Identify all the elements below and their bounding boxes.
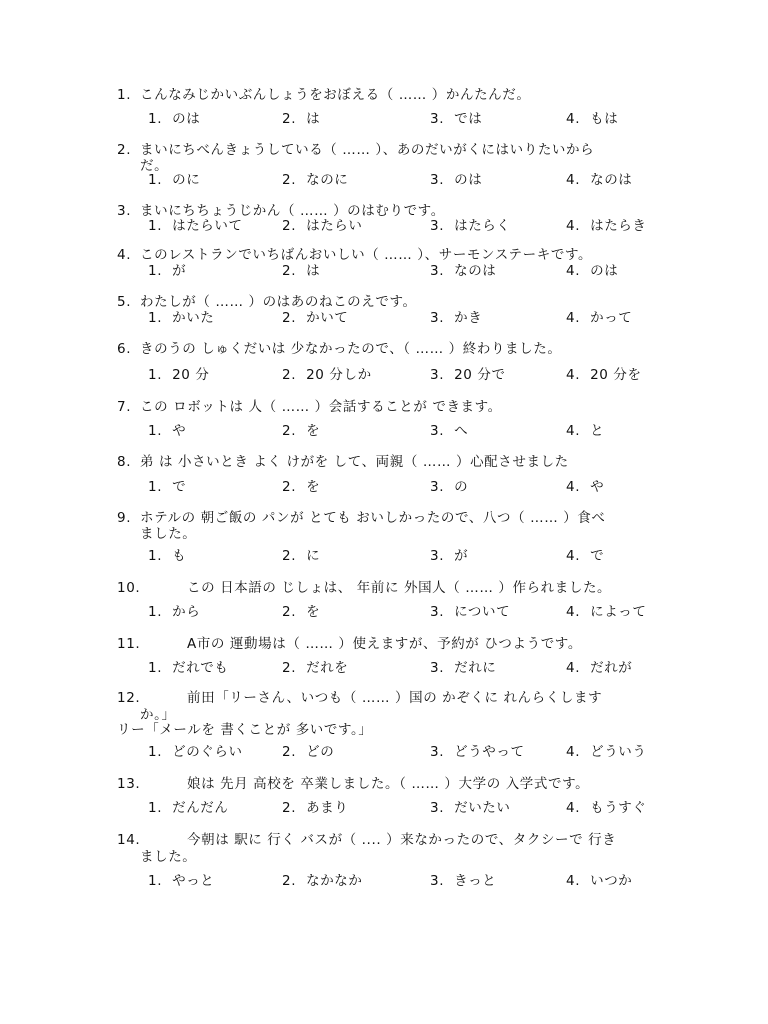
answer-option-3 <box>430 661 496 676</box>
question-text: 前田「リーさん、いつも（ …… ）国の かぞくに れんらくします <box>187 690 603 706</box>
answer-option-4 <box>566 605 647 620</box>
option-text: 20 分を <box>590 367 642 383</box>
question-number: 2. <box>117 142 132 158</box>
answer-option-1 <box>148 480 186 495</box>
answer-option-4 <box>566 424 604 439</box>
option-number: 3. <box>430 800 445 816</box>
answer-option-2 <box>282 173 348 188</box>
option-text: 20 分 <box>172 367 210 383</box>
question-text: A市の 運動場は（ …… ）使えますが、予約が ひつようです。 <box>187 636 582 652</box>
option-text: なのは <box>454 263 497 279</box>
answer-options <box>0 661 768 677</box>
answer-option-2 <box>282 264 320 279</box>
answer-options <box>0 368 768 384</box>
option-text: どの <box>306 744 335 760</box>
answer-option-2 <box>282 480 320 495</box>
option-number: 2. <box>282 548 297 564</box>
answer-option-4 <box>566 801 647 816</box>
answer-option-3 <box>430 173 482 188</box>
question-stem-line <box>117 342 561 357</box>
option-text: で <box>172 479 187 495</box>
question-stem-line <box>117 143 594 158</box>
answer-option-3 <box>430 112 482 127</box>
question-stem-line <box>117 88 530 103</box>
answer-option-2 <box>282 745 334 760</box>
answer-option-1 <box>148 264 186 279</box>
option-number: 3. <box>430 111 445 127</box>
option-number: 3. <box>430 744 445 760</box>
answer-options <box>0 549 768 565</box>
question-number: 7. <box>117 399 132 415</box>
answer-option-3 <box>430 745 525 760</box>
option-text: によって <box>590 604 647 620</box>
option-text: について <box>454 604 511 620</box>
question-number: 3. <box>117 203 132 219</box>
option-text: を <box>306 423 321 439</box>
answer-option-3 <box>430 605 510 620</box>
question-number: 1. <box>117 87 132 103</box>
answer-option-2 <box>282 311 348 326</box>
question-text: ホテルの 朝ご飯の パンが とても おいしかったので、八つ（ …… ）食べ <box>140 510 606 526</box>
option-text: が <box>172 263 187 279</box>
option-number: 2. <box>282 744 297 760</box>
answer-option-4 <box>566 112 618 127</box>
option-number: 1. <box>148 548 163 564</box>
option-number: 1. <box>148 310 163 326</box>
answer-options <box>0 480 768 496</box>
question-text: まいにちちょうじかん（ …… ）のはむりです。 <box>140 203 445 219</box>
answer-option-3 <box>430 801 511 816</box>
answer-options <box>0 112 768 128</box>
option-text: のに <box>172 172 201 188</box>
option-text: や <box>172 423 187 439</box>
answer-options <box>0 311 768 327</box>
question-text-continuation: か。」 <box>140 707 176 723</box>
answer-option-3 <box>430 219 511 234</box>
option-text: では <box>454 111 483 127</box>
question-number: 12. <box>117 690 141 706</box>
option-number: 3. <box>430 310 445 326</box>
option-number: 3. <box>430 367 445 383</box>
option-number: 4. <box>566 744 581 760</box>
option-text: あまり <box>306 800 349 816</box>
question-stem-line <box>117 581 611 596</box>
option-text: だれに <box>454 660 497 676</box>
answer-option-1 <box>148 549 186 564</box>
option-number: 1. <box>148 172 163 188</box>
option-number: 2. <box>282 479 297 495</box>
option-text: から <box>172 604 201 620</box>
question-number: 10. <box>117 580 141 596</box>
option-text: やっと <box>172 873 215 889</box>
answer-option-4 <box>566 311 632 326</box>
question-stem-line <box>117 833 616 848</box>
answer-option-2 <box>282 661 348 676</box>
option-number: 1. <box>148 263 163 279</box>
option-text: だれが <box>590 660 633 676</box>
question-text: このレストランでいちばんおいしい（ …… ）、サーモンステーキです。 <box>140 247 593 263</box>
option-number: 2. <box>282 310 297 326</box>
option-number: 3. <box>430 660 445 676</box>
option-number: 4. <box>566 367 581 383</box>
answer-option-2 <box>282 605 320 620</box>
question-text: 今朝は 駅に 行く バスが（ .... ）来なかったので、タクシーで 行き <box>187 832 617 848</box>
answer-options <box>0 173 768 189</box>
question-text: 弟 は 小さいとき よく けがを して、両親（ …… ）心配させました <box>140 454 569 470</box>
option-number: 3. <box>430 873 445 889</box>
answer-option-3 <box>430 874 496 889</box>
question-number: 14. <box>117 832 141 848</box>
answer-option-4 <box>566 173 632 188</box>
option-number: 4. <box>566 604 581 620</box>
answer-options <box>0 874 768 890</box>
option-text: だれでも <box>172 660 229 676</box>
option-text: も <box>172 548 187 564</box>
option-text: のは <box>590 263 619 279</box>
answer-option-2 <box>282 219 363 234</box>
question-text: 娘は 先月 高校を 卒業しました。（ …… ）大学の 入学式です。 <box>187 776 590 792</box>
answer-options <box>0 424 768 440</box>
option-number: 4. <box>566 172 581 188</box>
answer-option-3 <box>430 480 468 495</box>
option-text: や <box>590 479 605 495</box>
question-number: 6. <box>117 341 132 357</box>
option-text: は <box>306 263 321 279</box>
answer-option-4 <box>566 661 632 676</box>
answer-option-3 <box>430 311 482 326</box>
option-number: 2. <box>282 604 297 620</box>
answer-option-1 <box>148 112 200 127</box>
option-number: 4. <box>566 660 581 676</box>
answer-option-4 <box>566 745 647 760</box>
option-text: だんだん <box>172 800 229 816</box>
answer-option-3 <box>430 368 506 383</box>
option-text: どうやって <box>454 744 525 760</box>
answer-option-1 <box>148 368 209 383</box>
answer-option-2 <box>282 874 363 889</box>
option-text: で <box>590 548 605 564</box>
option-text: はたらく <box>454 218 511 234</box>
answer-option-3 <box>430 424 468 439</box>
option-number: 3. <box>430 548 445 564</box>
question-text: こんなみじかいぶんしょうをおぼえる（ …… ）かんたんだ。 <box>140 87 531 103</box>
option-text: を <box>306 479 321 495</box>
option-number: 1. <box>148 604 163 620</box>
question-text: きのうの しゅくだいは 少なかったので、（ …… ）終わりました。 <box>140 341 562 357</box>
option-number: 1. <box>148 423 163 439</box>
option-text: を <box>306 604 321 620</box>
option-number: 2. <box>282 172 297 188</box>
option-number: 2. <box>282 423 297 439</box>
option-text: かき <box>454 310 483 326</box>
option-number: 1. <box>148 111 163 127</box>
option-text: 20 分で <box>454 367 506 383</box>
option-text: はたらいて <box>172 218 243 234</box>
answer-options <box>0 219 768 235</box>
option-text: かいた <box>172 310 215 326</box>
question-text: まいにちべんきょうしている（ …… ）、あのだいがくにはいりたいから <box>140 142 595 158</box>
option-text: かって <box>590 310 633 326</box>
question-number: 11. <box>117 636 141 652</box>
question-stem-line <box>117 777 589 792</box>
answer-option-1 <box>148 173 200 188</box>
option-text: のは <box>172 111 201 127</box>
option-text: どのぐらい <box>172 744 243 760</box>
option-number: 4. <box>566 873 581 889</box>
option-text: もうすぐ <box>590 800 647 816</box>
option-number: 1. <box>148 873 163 889</box>
question-stem-line <box>117 511 606 526</box>
option-text: どういう <box>590 744 647 760</box>
option-text: 20 分しか <box>306 367 372 383</box>
answer-option-1 <box>148 801 229 816</box>
answer-option-4 <box>566 219 647 234</box>
answer-option-1 <box>148 311 214 326</box>
option-number: 4. <box>566 423 581 439</box>
answer-option-2 <box>282 368 372 383</box>
option-text: きっと <box>454 873 497 889</box>
option-text: は <box>306 111 321 127</box>
option-number: 3. <box>430 479 445 495</box>
option-number: 1. <box>148 660 163 676</box>
option-number: 4. <box>566 218 581 234</box>
option-text: かいて <box>306 310 349 326</box>
option-number: 4. <box>566 548 581 564</box>
option-number: 2. <box>282 873 297 889</box>
answer-option-2 <box>282 549 320 564</box>
answer-option-1 <box>148 219 243 234</box>
option-number: 4. <box>566 310 581 326</box>
answer-option-1 <box>148 424 186 439</box>
question-text-continuation: ました。 <box>140 849 197 865</box>
question-number: 13. <box>117 776 141 792</box>
answer-option-4 <box>566 480 604 495</box>
answer-option-1 <box>148 605 200 620</box>
answer-option-4 <box>566 264 618 279</box>
option-number: 1. <box>148 744 163 760</box>
question-stem-line <box>117 295 417 310</box>
answer-option-2 <box>282 424 320 439</box>
option-text: と <box>590 423 605 439</box>
answer-option-3 <box>430 264 496 279</box>
answer-options <box>0 745 768 761</box>
question-number: 8. <box>117 454 132 470</box>
option-text: に <box>306 548 321 564</box>
answer-option-4 <box>566 549 604 564</box>
question-text-continuation: だ。 <box>140 158 169 174</box>
answer-option-1 <box>148 874 214 889</box>
option-text: なのに <box>306 172 349 188</box>
answer-option-1 <box>148 745 243 760</box>
option-text: いつか <box>590 873 633 889</box>
option-number: 2. <box>282 367 297 383</box>
option-number: 2. <box>282 800 297 816</box>
question-dialogue-line: リー「メールを 書くことが 多いです。」 <box>117 722 373 738</box>
question-stem-line <box>117 204 445 219</box>
answer-options <box>0 264 768 280</box>
option-text: なかなか <box>306 873 363 889</box>
option-number: 1. <box>148 800 163 816</box>
option-number: 3. <box>430 218 445 234</box>
option-number: 2. <box>282 263 297 279</box>
question-stem-line <box>117 455 569 470</box>
option-text: の <box>454 479 469 495</box>
question-stem-line <box>117 637 582 652</box>
option-number: 2. <box>282 218 297 234</box>
answer-options <box>0 801 768 817</box>
option-number: 4. <box>566 479 581 495</box>
option-number: 3. <box>430 423 445 439</box>
option-text: もは <box>590 111 619 127</box>
question-stem-line <box>117 248 592 263</box>
option-text: なのは <box>590 172 633 188</box>
answer-option-4 <box>566 368 642 383</box>
option-number: 1. <box>148 218 163 234</box>
answer-option-3 <box>430 549 468 564</box>
question-stem-line <box>117 691 602 706</box>
answer-option-1 <box>148 661 229 676</box>
option-text: が <box>454 548 469 564</box>
question-text: この 日本語の じしょは、 年前に 外国人（ …… ）作られました。 <box>187 580 612 596</box>
option-number: 3. <box>430 172 445 188</box>
option-number: 3. <box>430 604 445 620</box>
option-number: 4. <box>566 800 581 816</box>
question-text-continuation: ました。 <box>140 526 197 542</box>
answer-option-2 <box>282 112 320 127</box>
question-text: わたしが（ …… ）のはあのねこのえです。 <box>140 294 417 310</box>
option-number: 3. <box>430 263 445 279</box>
option-number: 2. <box>282 111 297 127</box>
option-text: だいたい <box>454 800 511 816</box>
question-number: 9. <box>117 510 132 526</box>
question-text: この ロボットは 人（ …… ）会話することが できます。 <box>140 399 502 415</box>
option-number: 4. <box>566 263 581 279</box>
option-number: 1. <box>148 367 163 383</box>
answer-option-4 <box>566 874 632 889</box>
option-text: はたらき <box>590 218 647 234</box>
answer-options <box>0 605 768 621</box>
option-number: 1. <box>148 479 163 495</box>
option-number: 4. <box>566 111 581 127</box>
option-text: だれを <box>306 660 349 676</box>
question-number: 5. <box>117 294 132 310</box>
answer-option-2 <box>282 801 348 816</box>
option-text: はたらい <box>306 218 363 234</box>
question-stem-line <box>117 400 502 415</box>
option-text: へ <box>454 423 469 439</box>
question-number: 4. <box>117 247 132 263</box>
option-number: 2. <box>282 660 297 676</box>
option-text: のは <box>454 172 483 188</box>
